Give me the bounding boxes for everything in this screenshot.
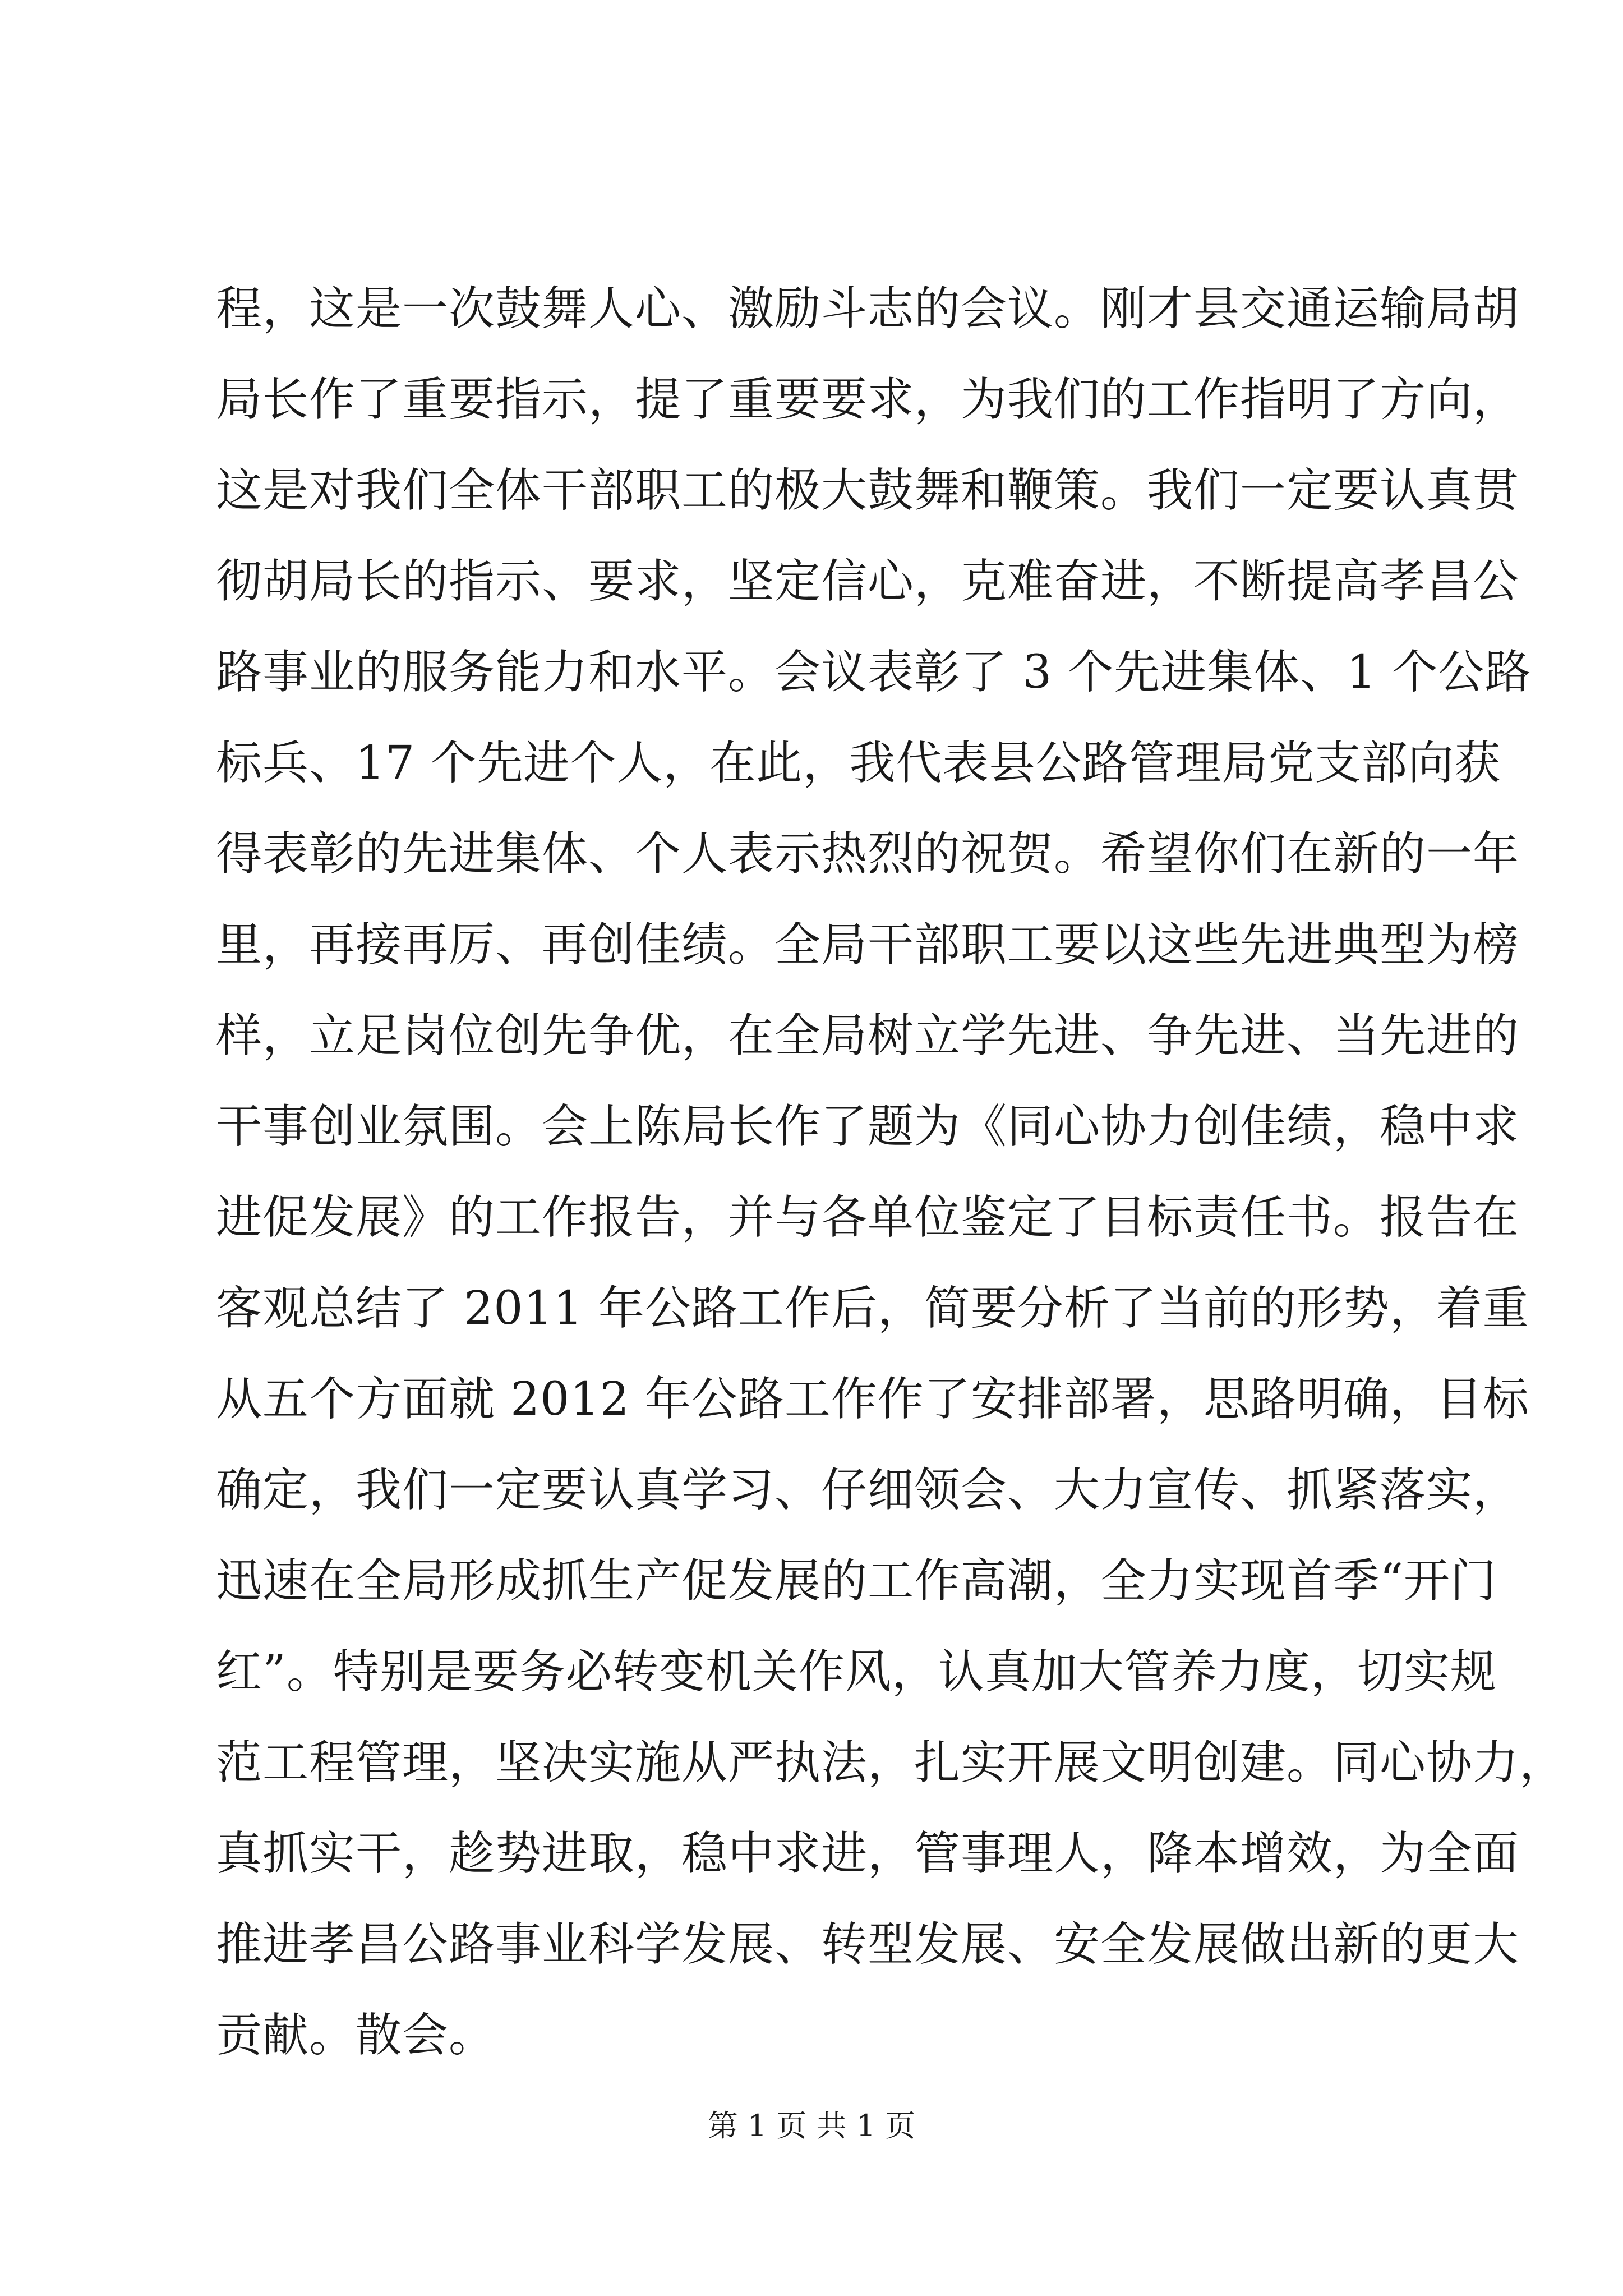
text-line: 红”。特别是要务必转变机关作风，认真加大管养力度，切实规 [216,1645,1497,1699]
text-line: 进促发展》的工作报告，并与各单位鉴定了目标责任书。报告在 [216,1191,1520,1244]
text-line: 真抓实干，趁势进取，稳中求进，管事理人，降本增效，为全面 [216,1827,1520,1880]
text-line: 彻胡局长的指示、要求，坚定信心，克难奋进，不断提高孝昌公 [216,555,1520,608]
text-line: 程，这是一次鼓舞人心、激励斗志的会议。刚才县交通运输局胡 [216,282,1520,335]
text-line: 局长作了重要指示，提了重要要求，为我们的工作指明了方向， [216,373,1520,426]
text-line: 从五个方面就 2012 年公路工作作了安排部署，思路明确，目标 [216,1373,1529,1426]
text-line: 样，立足岗位创先争优，在全局树立学先进、争先进、当先进的 [216,1009,1520,1062]
body-text [216,264,1566,2081]
text-line: 客观总结了 2011 年公路工作后，简要分析了当前的形势，着重 [216,1282,1529,1335]
text-line: 范工程管理，坚决实施从严执法，扎实开展文明创建。同心协力， [216,1736,1566,1789]
page-number-footer: 第 1 页 共 1 页 [707,2108,916,2143]
text-line: 标兵、17 个先进个人，在此，我代表县公路管理局党支部向获 [216,737,1501,790]
text-line: 这是对我们全体干部职工的极大鼓舞和鞭策。我们一定要认真贯 [216,464,1520,517]
text-line: 路事业的服务能力和水平。会议表彰了 3 个先进集体、1 个公路 [216,646,1532,699]
text-line: 里，再接再厉、再创佳绩。全局干部职工要以这些先进典型为榜 [216,918,1520,972]
text-line: 贡献。散会。 [216,2009,496,2062]
text-line: 推进孝昌公路事业科学发展、转型发展、安全发展做出新的更大 [216,1918,1520,1971]
text-line: 确定，我们一定要认真学习、仔细领会、大力宣传、抓紧落实， [216,1464,1520,1517]
text-line: 干事创业氛围。会上陈局长作了题为《同心协力创佳绩，稳中求 [216,1100,1520,1153]
text-line: 得表彰的先进集体、个人表示热烈的祝贺。希望你们在新的一年 [216,827,1520,881]
text-line: 迅速在全局形成抓生产促发展的工作高潮，全力实现首季“开门 [216,1554,1497,1608]
